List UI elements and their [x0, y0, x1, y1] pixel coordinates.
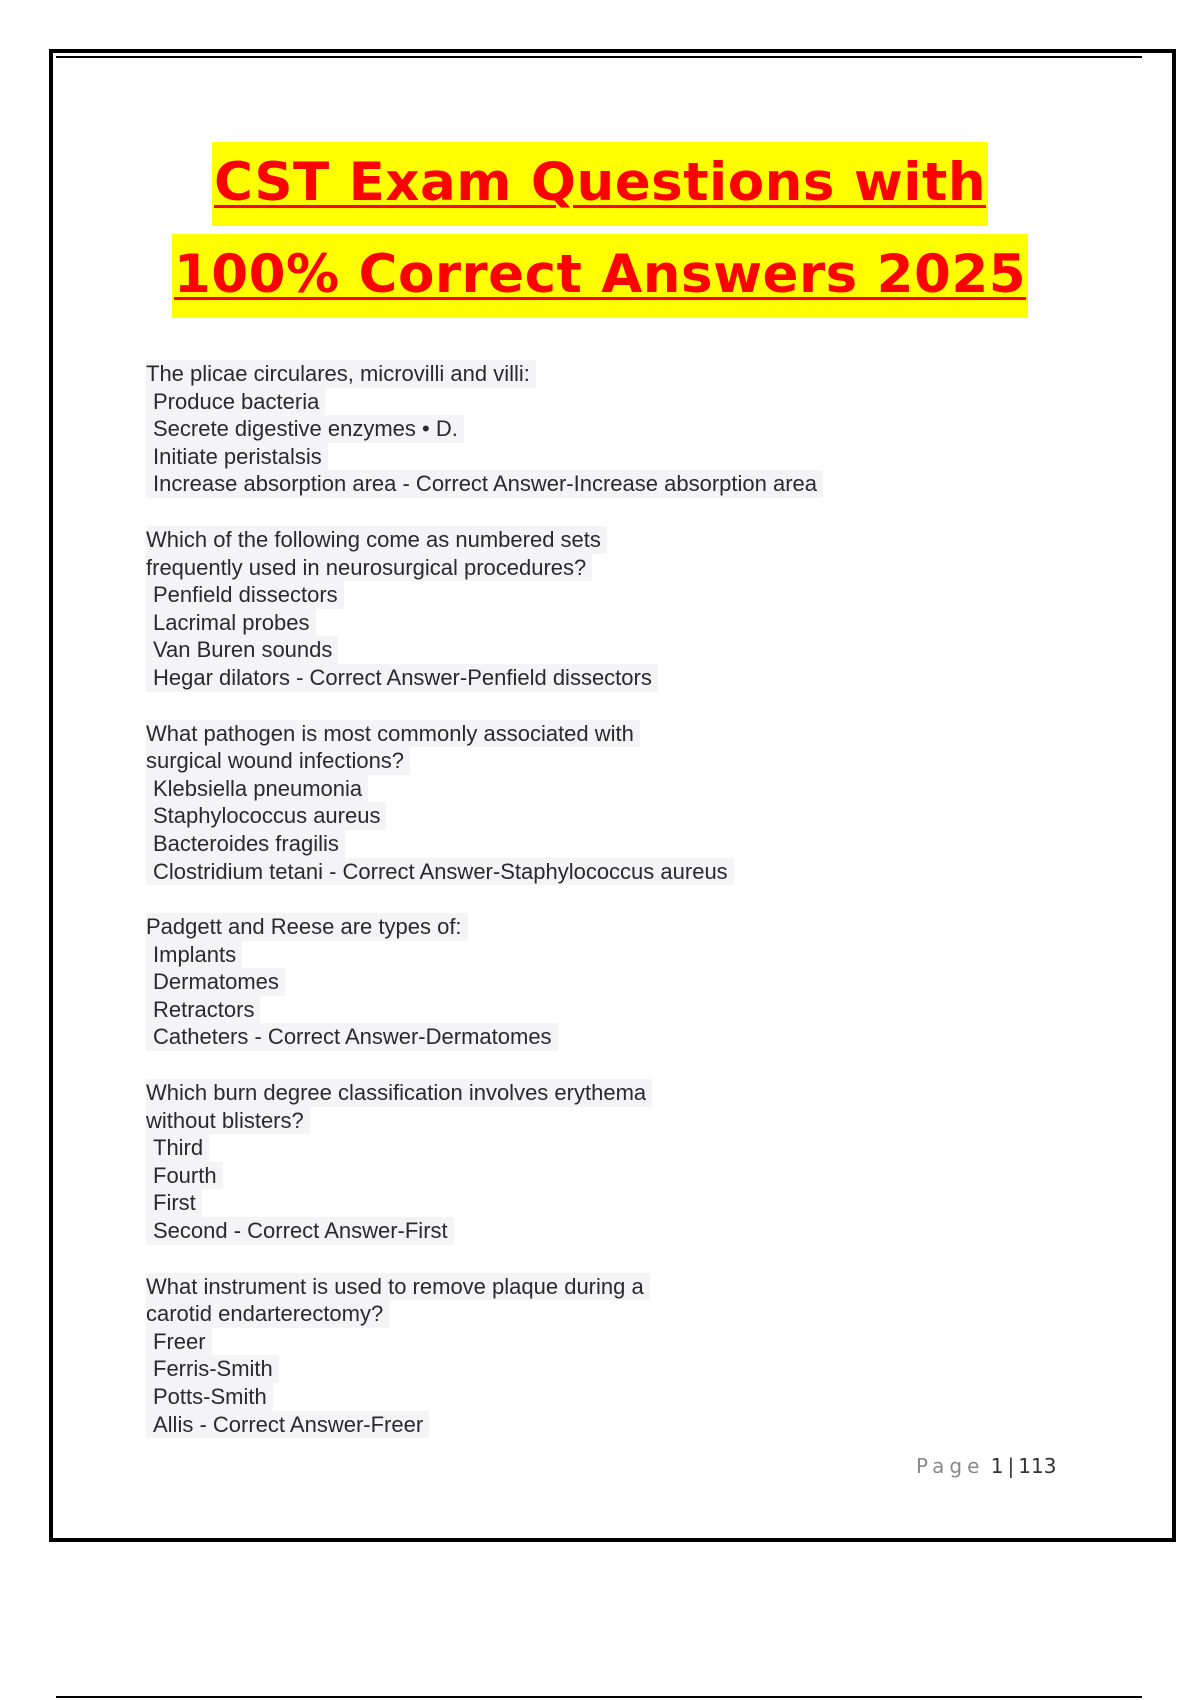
answer-option: Third: [146, 1134, 209, 1162]
answer-option: Staphylococcus aureus: [146, 802, 386, 830]
page-number: [916, 1454, 1056, 1478]
top-divider: [56, 56, 1142, 58]
document-title: [0, 142, 1200, 326]
answer-option: Implants: [146, 941, 242, 969]
answer-option-with-correct-answer: Second - Correct Answer-First: [146, 1217, 454, 1245]
question-text: surgical wound infections?: [146, 747, 410, 775]
bottom-divider: [56, 1696, 1142, 1698]
title-line-2: 100% Correct Answers 2025: [172, 234, 1028, 318]
question-block: [146, 913, 1046, 1051]
question-block: [146, 360, 1046, 498]
question-text: What instrument is used to remove plaque during a: [146, 1273, 650, 1301]
answer-option: Produce bacteria: [146, 388, 325, 416]
answer-option-with-correct-answer: Hegar dilators - Correct Answer-Penfield dissectors: [146, 664, 658, 692]
answer-option: Lacrimal probes: [146, 609, 316, 637]
answer-option: Freer: [146, 1328, 212, 1356]
question-text: Which of the following come as numbered sets: [146, 526, 607, 554]
question-text: Padgett and Reese are types of:: [146, 913, 468, 941]
answer-option: Van Buren sounds: [146, 636, 338, 664]
current-page: 1: [990, 1454, 1004, 1478]
answer-option: Bacteroides fragilis: [146, 830, 345, 858]
answer-option-with-correct-answer: Clostridium tetani - Correct Answer-Staphylococcus aureus: [146, 858, 734, 886]
question-block: [146, 1273, 1046, 1439]
answer-option: Initiate peristalsis: [146, 443, 328, 471]
answer-option: Potts-Smith: [146, 1383, 273, 1411]
page-separator: |: [1007, 1454, 1015, 1478]
answer-option-with-correct-answer: Catheters - Correct Answer-Dermatomes: [146, 1023, 558, 1051]
answer-option: Dermatomes: [146, 968, 285, 996]
question-text: Which burn degree classification involves erythema: [146, 1079, 652, 1107]
question-block: [146, 1079, 1046, 1245]
question-text: carotid endarterectomy?: [146, 1300, 389, 1328]
total-pages: 113: [1018, 1454, 1057, 1478]
answer-option-with-correct-answer: Allis - Correct Answer-Freer: [146, 1411, 429, 1439]
question-block: [146, 526, 1046, 692]
answer-option: Penfield dissectors: [146, 581, 344, 609]
answer-option: Secrete digestive enzymes • D.: [146, 415, 464, 443]
question-text: frequently used in neurosurgical procedures?: [146, 554, 592, 582]
question-block: [146, 720, 1046, 886]
answer-option: Klebsiella pneumonia: [146, 775, 368, 803]
answer-option: Retractors: [146, 996, 260, 1024]
answer-option: Ferris-Smith: [146, 1355, 279, 1383]
title-line-1: CST Exam Questions with: [212, 142, 988, 226]
question-text: The plicae circulares, microvilli and villi:: [146, 360, 536, 388]
answer-option-with-correct-answer: Increase absorption area - Correct Answer-Increase absorption area: [146, 470, 823, 498]
question-list: [146, 360, 1046, 1466]
question-text: What pathogen is most commonly associated with: [146, 720, 640, 748]
answer-option: First: [146, 1189, 202, 1217]
question-text: without blisters?: [146, 1107, 310, 1135]
page-label: Page: [916, 1454, 985, 1478]
answer-option: Fourth: [146, 1162, 223, 1190]
